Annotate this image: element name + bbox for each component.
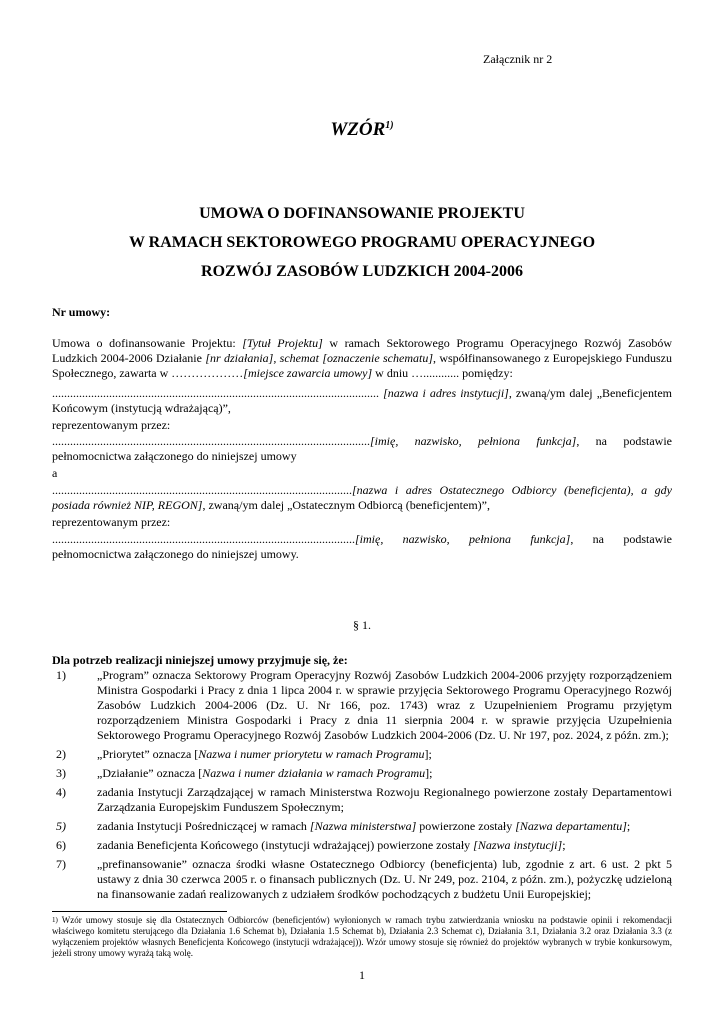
placeholder-measure: [nr działania], schemat [oznaczenie schematu] — [205, 351, 433, 365]
dotted-line: ............................................................................................................. — [52, 386, 384, 400]
represented-by-2: reprezentowanym przez: — [52, 515, 171, 529]
item-text: zadania Beneficjenta Końcowego (instytucji wdrażającej) powierzone zostały — [97, 838, 474, 852]
footnote-ref: 1) — [385, 120, 394, 131]
item-placeholder: [Nazwa instytucji] — [473, 838, 563, 852]
item-text: „Priorytet” oznacza [ — [97, 747, 199, 761]
representative-2-paragraph — [52, 532, 672, 562]
placeholder-institution: [nazwa i adres instytucji] — [383, 386, 509, 400]
placeholder-representative: [imię, nazwisko, pełniona funkcja] — [355, 532, 571, 546]
text: , zwaną/ym dalej „Ostatecznym Odbiorcą (beneficjentem)”, — [202, 498, 490, 512]
model-title-text: WZÓR — [330, 119, 386, 140]
list-item — [52, 747, 672, 762]
list-item — [52, 819, 672, 834]
page-number: 1 — [359, 968, 365, 982]
footnote-separator — [52, 911, 227, 912]
item-text: ]; — [425, 766, 433, 780]
party-2-paragraph — [52, 483, 672, 513]
item-number: 7) — [56, 857, 66, 871]
section-1-intro: Dla potrzeb realizacji niniejszej umowy przyjmuje się, że: — [52, 653, 348, 667]
text: , współfinansowanego z Europejskiego Funduszu Społecznego, zawarta w ……………… — [52, 351, 672, 380]
placeholder-project-title: [Tytuł Projektu] — [242, 336, 323, 350]
item-placeholder: Nazwa i numer priorytetu w ramach Programu — [198, 747, 425, 761]
and-conjunction: a — [52, 466, 58, 480]
contract-title-line-2: W RAMACH SEKTOROWEGO PROGRAMU OPERACYJNEGO — [128, 234, 596, 251]
annex-label: Załącznik nr 2 — [483, 52, 553, 66]
item-placeholder: Nazwa i numer działania w ramach Programu — [202, 766, 426, 780]
item-number: 2) — [56, 747, 66, 761]
item-number: 5) — [56, 819, 66, 833]
item-text: ; — [626, 819, 631, 833]
definitions-list — [52, 668, 672, 906]
footnote-mark: 1) — [52, 916, 58, 924]
item-text: zadania Instytucji Zarządzającej w ramach Ministerstwa Rozwoju Regionalnego powierzone zostały Departamentowi Zarządzania Europejskim Funduszem Społecznym; — [97, 785, 672, 814]
item-number: 6) — [56, 838, 66, 852]
footnote-text: Wzór umowy stosuje się dla Ostatecznych Odbiorców (beneficjentów) wyłonionych w ramach trybu zatwierdzania wniosku na podstawie opinii i rekomendacji właściwego komitetu sterującego dla Działania 1.6 Schemat b), Działania 1.5 Schemat b), Działania 2.3 Schemat c), Działania 3.1, Działania 3.2 oraz Działania 3.3 (z wyłączeniem projektów własnych Beneficjenta Końcowego (instytucji wdrażającej)). Wzór umowy stosuje się również do projektów wybranych w trybie konkursowym, jeżeli strony umowy wyrażą taką wolę. — [52, 915, 672, 958]
list-item — [52, 785, 672, 815]
placeholder-place: [miejsce zawarcia umowy] — [243, 366, 373, 380]
item-text: „prefinansowanie” oznacza środki własne Ostatecznego Odbiorcy (beneficjenta) lub, zgodnie z art. 6 ust. 2 pkt 5 ustawy z dnia 30 czerwca 2005 r. o finansach publicznych (Dz. U. Nr 249, poz. 2104, z późn. zm.), pożyczkę udzieloną na finansowanie zadań realizowanych z udziałem środków pochodzących z budżetu Unii Europejskiej; — [97, 857, 672, 901]
text: w ramach Sektorowego Programu Operacyjnego Rozwój Zasobów Ludzkich 2004-2006 Działanie — [52, 336, 672, 365]
represented-by-1: reprezentowanym przez: — [52, 418, 171, 432]
item-text: powierzone zostały — [416, 819, 516, 833]
contract-number-label: Nr umowy: — [52, 305, 111, 319]
dotted-line: .......................................................................................................... — [52, 434, 370, 448]
party-1-paragraph — [52, 386, 672, 416]
section-1-heading: § 1. — [353, 618, 371, 632]
contract-intro-paragraph — [52, 336, 672, 381]
contract-title-line-3: ROZWÓJ ZASOBÓW LUDZKICH 2004-2006 — [201, 263, 523, 280]
list-item — [52, 766, 672, 781]
item-text: ]; — [424, 747, 432, 761]
text: , na podstawie pełnomocnictwa załączonego do niniejszej umowy. — [52, 532, 673, 561]
item-number: 4) — [56, 785, 66, 799]
dotted-line: .................................................................................................... — [52, 483, 352, 497]
item-text: zadania Instytucji Pośredniczącej w ramach — [97, 819, 310, 833]
footnote — [52, 915, 672, 959]
item-number: 3) — [56, 766, 66, 780]
list-item — [52, 668, 672, 743]
list-item — [52, 857, 672, 902]
item-placeholder: [Nazwa ministerstwa] — [309, 819, 417, 833]
text: Umowa o dofinansowanie Projektu: — [52, 336, 243, 350]
text: , zwaną/ym dalej „Beneficjentem Końcowym (instytucją wdrażającą)”, — [52, 386, 672, 415]
dotted-line: ..................................................................................................... — [52, 532, 355, 546]
text: , na podstawie pełnomocnictwa załączonego do niniejszej umowy — [52, 434, 673, 463]
item-text: „Program” oznacza Sektorowy Program Operacyjny Rozwój Zasobów Ludzkich 2004-2006 przyjęty rozporządzeniem Ministra Gospodarki i Pracy z dnia 1 lipca 2004 r. w sprawie przyjęcia Sektorowego Programu Operacyjnego Rozwój Zasobów Ludzkich 2004-2006 (Dz. U. Nr 166, poz. 1743) wraz z Uzupełnieniem Programu przyjętym rozporządzeniem Ministra Gospodarki i Pracy z dnia 11 sierpnia 2004 r. w sprawie przyjęcia Uzupełnienia Sektorowego Programu Operacyjnego Rozwój Zasobów Ludzkich 2004-2006 (Dz. U. Nr 197, poz. 2024, z późn. zm.); — [97, 668, 672, 742]
placeholder-representative: [imię, nazwisko, pełniona funkcja] — [370, 434, 577, 448]
list-item — [52, 838, 672, 853]
text: w dniu …............ pomiędzy: — [372, 366, 513, 380]
item-number: 1) — [56, 668, 66, 682]
model-title — [0, 118, 724, 142]
placeholder-final-recipient: [nazwa i adres Ostatecznego Odbiorcy (beneficjenta), a gdy posiada również NIP, REGON] — [52, 483, 672, 512]
contract-title-line-1: UMOWA O DOFINANSOWANIE PROJEKTU — [199, 205, 525, 222]
item-placeholder: [Nazwa departamentu] — [515, 819, 627, 833]
item-text: ; — [562, 838, 566, 852]
item-text: „Działanie” oznacza [ — [97, 766, 203, 780]
representative-1-paragraph — [52, 434, 672, 464]
